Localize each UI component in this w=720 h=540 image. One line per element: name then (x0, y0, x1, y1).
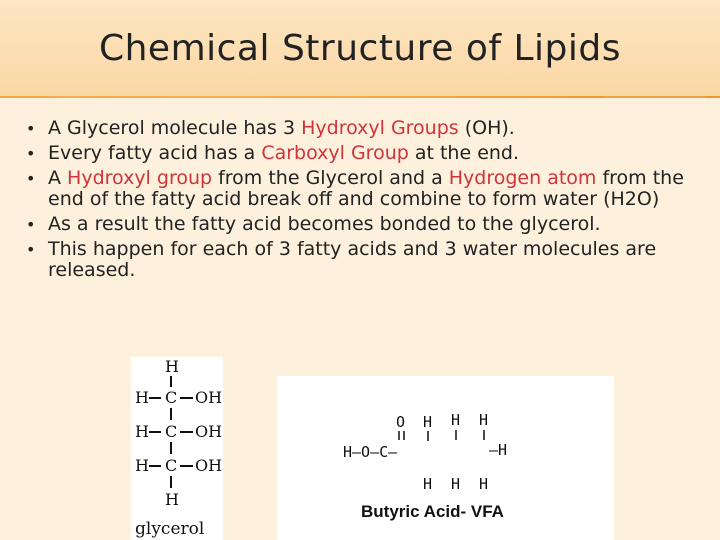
glycerol-oh-3: OH (195, 456, 223, 475)
butyric-h-bottom-1: H (423, 475, 433, 493)
highlighted-term: Hydroxyl Groups (301, 117, 459, 139)
glycerol-h-left-3: H (135, 456, 149, 475)
glycerol-structure (131, 357, 223, 540)
butyric-h-bottom-3: H (479, 475, 489, 493)
glycerol-h-top: H (165, 357, 179, 376)
bullet-text: A (48, 167, 68, 189)
bullet-dot-icon: • (26, 144, 36, 163)
glycerol-figure (131, 357, 223, 540)
bullet-item (20, 168, 710, 210)
bullet-text: This happen for each of 3 fatty acids and 3 water molecules are released. (48, 238, 657, 281)
bullet-list (20, 118, 710, 285)
butyric-acid-figure (277, 376, 614, 540)
bullet-item (20, 143, 710, 164)
bullet-item (20, 214, 710, 235)
glycerol-h-left-2: H (135, 422, 149, 441)
bullet-text: A Glycerol molecule has 3 (48, 117, 302, 139)
butyric-h-top-1: H (423, 413, 433, 431)
butyric-left-group: H—O—C– (343, 443, 398, 461)
butyric-h-top-2: H (451, 411, 461, 429)
highlighted-term: Hydroxyl group (67, 167, 213, 189)
butyric-acid-structure (277, 376, 614, 540)
bullet-dot-icon: • (26, 215, 36, 234)
bullet-text: As a result the fatty acid becomes bonded to the glycerol. (48, 213, 601, 235)
bullet-item (20, 239, 710, 281)
glycerol-c-1: C (165, 388, 178, 407)
highlighted-term: Carboxyl Group (261, 142, 409, 164)
bullet-text: (OH). (458, 117, 515, 139)
butyric-right-group: —H (489, 441, 508, 459)
bullet-dot-icon: • (26, 169, 36, 188)
glycerol-c-2: C (165, 422, 178, 441)
butyric-caption: Butyric Acid- VFA (361, 502, 504, 521)
bullet-text: at the end. (408, 142, 520, 164)
bullet-text: from the end of the fatty acid break off and combine to form water (H2O) (48, 167, 684, 210)
bullet-text: Every fatty acid has a (48, 142, 262, 164)
butyric-o: O (396, 413, 406, 431)
glycerol-h-bottom: H (165, 490, 179, 509)
slide-title: Chemical Structure of Lipids (98, 28, 622, 69)
glycerol-c-3: C (165, 456, 178, 475)
glycerol-oh-2: OH (195, 422, 223, 441)
glycerol-oh-1: OH (195, 388, 223, 407)
glycerol-caption: glycerol (135, 519, 205, 539)
bullet-item (20, 118, 710, 139)
glycerol-h-left-1: H (135, 388, 149, 407)
highlighted-term: Hydrogen atom (448, 167, 597, 189)
bullet-dot-icon: • (26, 119, 36, 138)
bullet-dot-icon: • (26, 240, 36, 259)
butyric-h-bottom-2: H (451, 475, 461, 493)
butyric-h-top-3: H (479, 411, 489, 429)
bullet-text: from the Glycerol and a (212, 167, 449, 189)
